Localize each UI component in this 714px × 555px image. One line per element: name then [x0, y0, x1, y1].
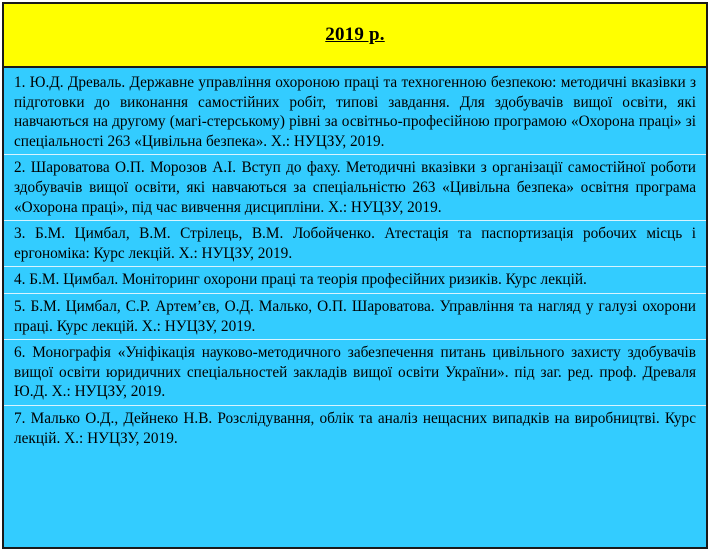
- publication-entry-2: 2. Шароватова О.П. Морозов А.І. Вступ до фаху. Методичні вказівки з організації самостійної роботи здобувачів вищої освіти, які навчаються за спеціальністю 263 «Цивільна безпека» освітня програма «Охорона праці», під час вивчення дисципліни. Х.: НУЦЗУ, 2019.: [4, 155, 706, 221]
- publication-entry-5: 5. Б.М. Цимбал, С.Р. Артем’єв, О.Д. Малько, О.П. Шароватова. Управління та нагляд у галузі охорони праці. Курс лекцій. Х.: НУЦЗУ, 2019.: [4, 294, 706, 340]
- publication-entry-1: 1. Ю.Д. Древаль. Державне управління охороною праці та техногенною безпекою: методичні вказівки з підготовки до виконання самостійних робіт, типові завдання. Для здобувачів вищої освіти, які навчаються на другому (магі-стерському) рівні за освітньо-професійною програмою «Охорона праці» зі спеціальності 263 «Цивільна безпека». Х.: НУЦЗУ, 2019.: [4, 70, 706, 155]
- publications-table: [2, 2, 708, 549]
- table-header: [4, 4, 706, 68]
- publication-entry-4: 4. Б.М. Цимбал. Моніторинг охорони праці та теорія професійних ризиків. Курс лекцій.: [4, 267, 706, 294]
- publications-list: [4, 68, 706, 547]
- publication-entry-3: 3. Б.М. Цимбал, В.М. Стрілець, В.М. Лобойченко. Атестація та паспортизація робочих місць і ергономіка: Курс лекцій. Х.: НУЦЗУ, 2019.: [4, 221, 706, 267]
- publication-entry-6: 6. Монографія «Уніфікація науково-методичного забезпечення питань цивільного захисту здобувачів вищої освіти юридичних спеціальностей закладів вищої освіти України». під заг. ред. проф. Древаля Ю.Д. Х.: НУЦЗУ, 2019.: [4, 340, 706, 406]
- publication-entry-7: 7. Малько О.Д., Дейнеко Н.В. Розслідування, облік та аналіз нещасних випадків на виробництві. Курс лекцій. Х.: НУЦЗУ, 2019.: [14, 409, 696, 447]
- year-title: 2019 р.: [325, 24, 385, 45]
